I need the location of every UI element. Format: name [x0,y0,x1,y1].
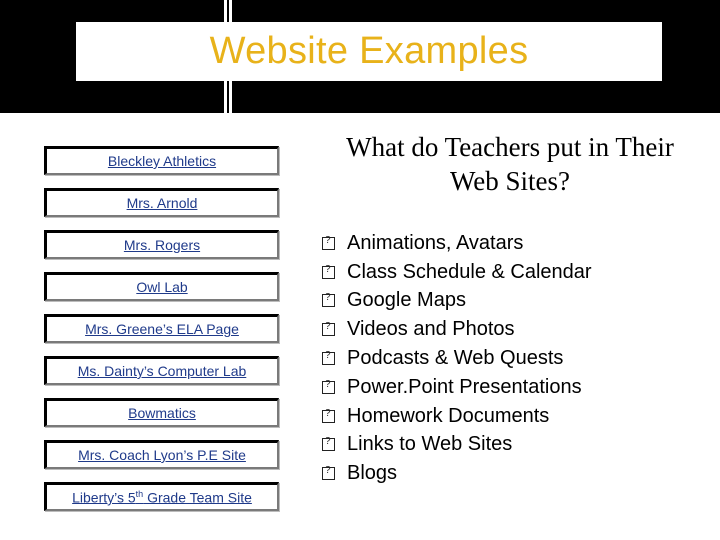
list-item [322,431,592,460]
link-mrs-arnold[interactable] [44,188,279,217]
list-item [322,402,592,431]
link-label[interactable]: Mrs. Arnold [126,195,198,211]
feature-list [322,229,592,488]
list-item-text: Animations, Avatars [347,231,524,254]
unknown-glyph-box-icon [322,323,335,336]
link-label[interactable]: Mrs. Greene’s ELA Page [85,321,239,337]
unknown-glyph-box-icon [322,352,335,365]
list-item [322,373,592,402]
link-label[interactable]: Bowmatics [128,405,196,421]
link-bleckley-athletics[interactable] [44,146,279,175]
list-item [322,459,592,488]
list-item-text: Podcasts & Web Quests [347,347,564,370]
unknown-glyph-box-icon [322,438,335,451]
list-item-text: Class Schedule & Calendar [347,260,592,283]
link-mrs-greene-ela[interactable] [44,314,279,343]
link-label[interactable]: Owl Lab [136,279,188,295]
list-item-text: Google Maps [347,289,466,312]
list-item [322,287,592,316]
unknown-glyph-box-icon [322,294,335,307]
list-item-text: Blogs [347,462,398,485]
slide-title: Website Examples [209,30,529,72]
link-liberty-5th-grade[interactable] [44,482,279,511]
link-label[interactable]: Mrs. Rogers [123,237,201,253]
link-label[interactable]: Mrs. Coach Lyon’s P.E Site [78,447,246,463]
link-coach-lyon-pe[interactable] [44,440,279,469]
list-item [322,344,592,373]
list-item-text: Homework Documents [347,404,550,427]
list-item [322,315,592,344]
link-label[interactable]: Ms. Dainty’s Computer Lab [77,363,247,379]
list-item-text: Videos and Photos [347,318,515,341]
unknown-glyph-box-icon [322,237,335,250]
section-heading: What do Teachers put in Their Web Sites? [346,132,674,196]
list-item [322,229,592,258]
unknown-glyph-box-icon [322,381,335,394]
link-bowmatics[interactable] [44,398,279,427]
unknown-glyph-box-icon [322,467,335,480]
unknown-glyph-box-icon [322,410,335,423]
link-ms-dainty-computer-lab[interactable] [44,356,279,385]
list-item-text: Links to Web Sites [347,433,513,456]
link-mrs-rogers[interactable] [44,230,279,259]
unknown-glyph-box-icon [322,266,335,279]
list-item [322,258,592,287]
link-owl-lab[interactable] [44,272,279,301]
link-label[interactable]: Bleckley Athletics [107,153,217,169]
list-item-text: Power.Point Presentations [347,375,582,398]
title-box [76,22,662,81]
link-label[interactable]: Liberty’s 5th Grade Team Site [72,488,252,506]
